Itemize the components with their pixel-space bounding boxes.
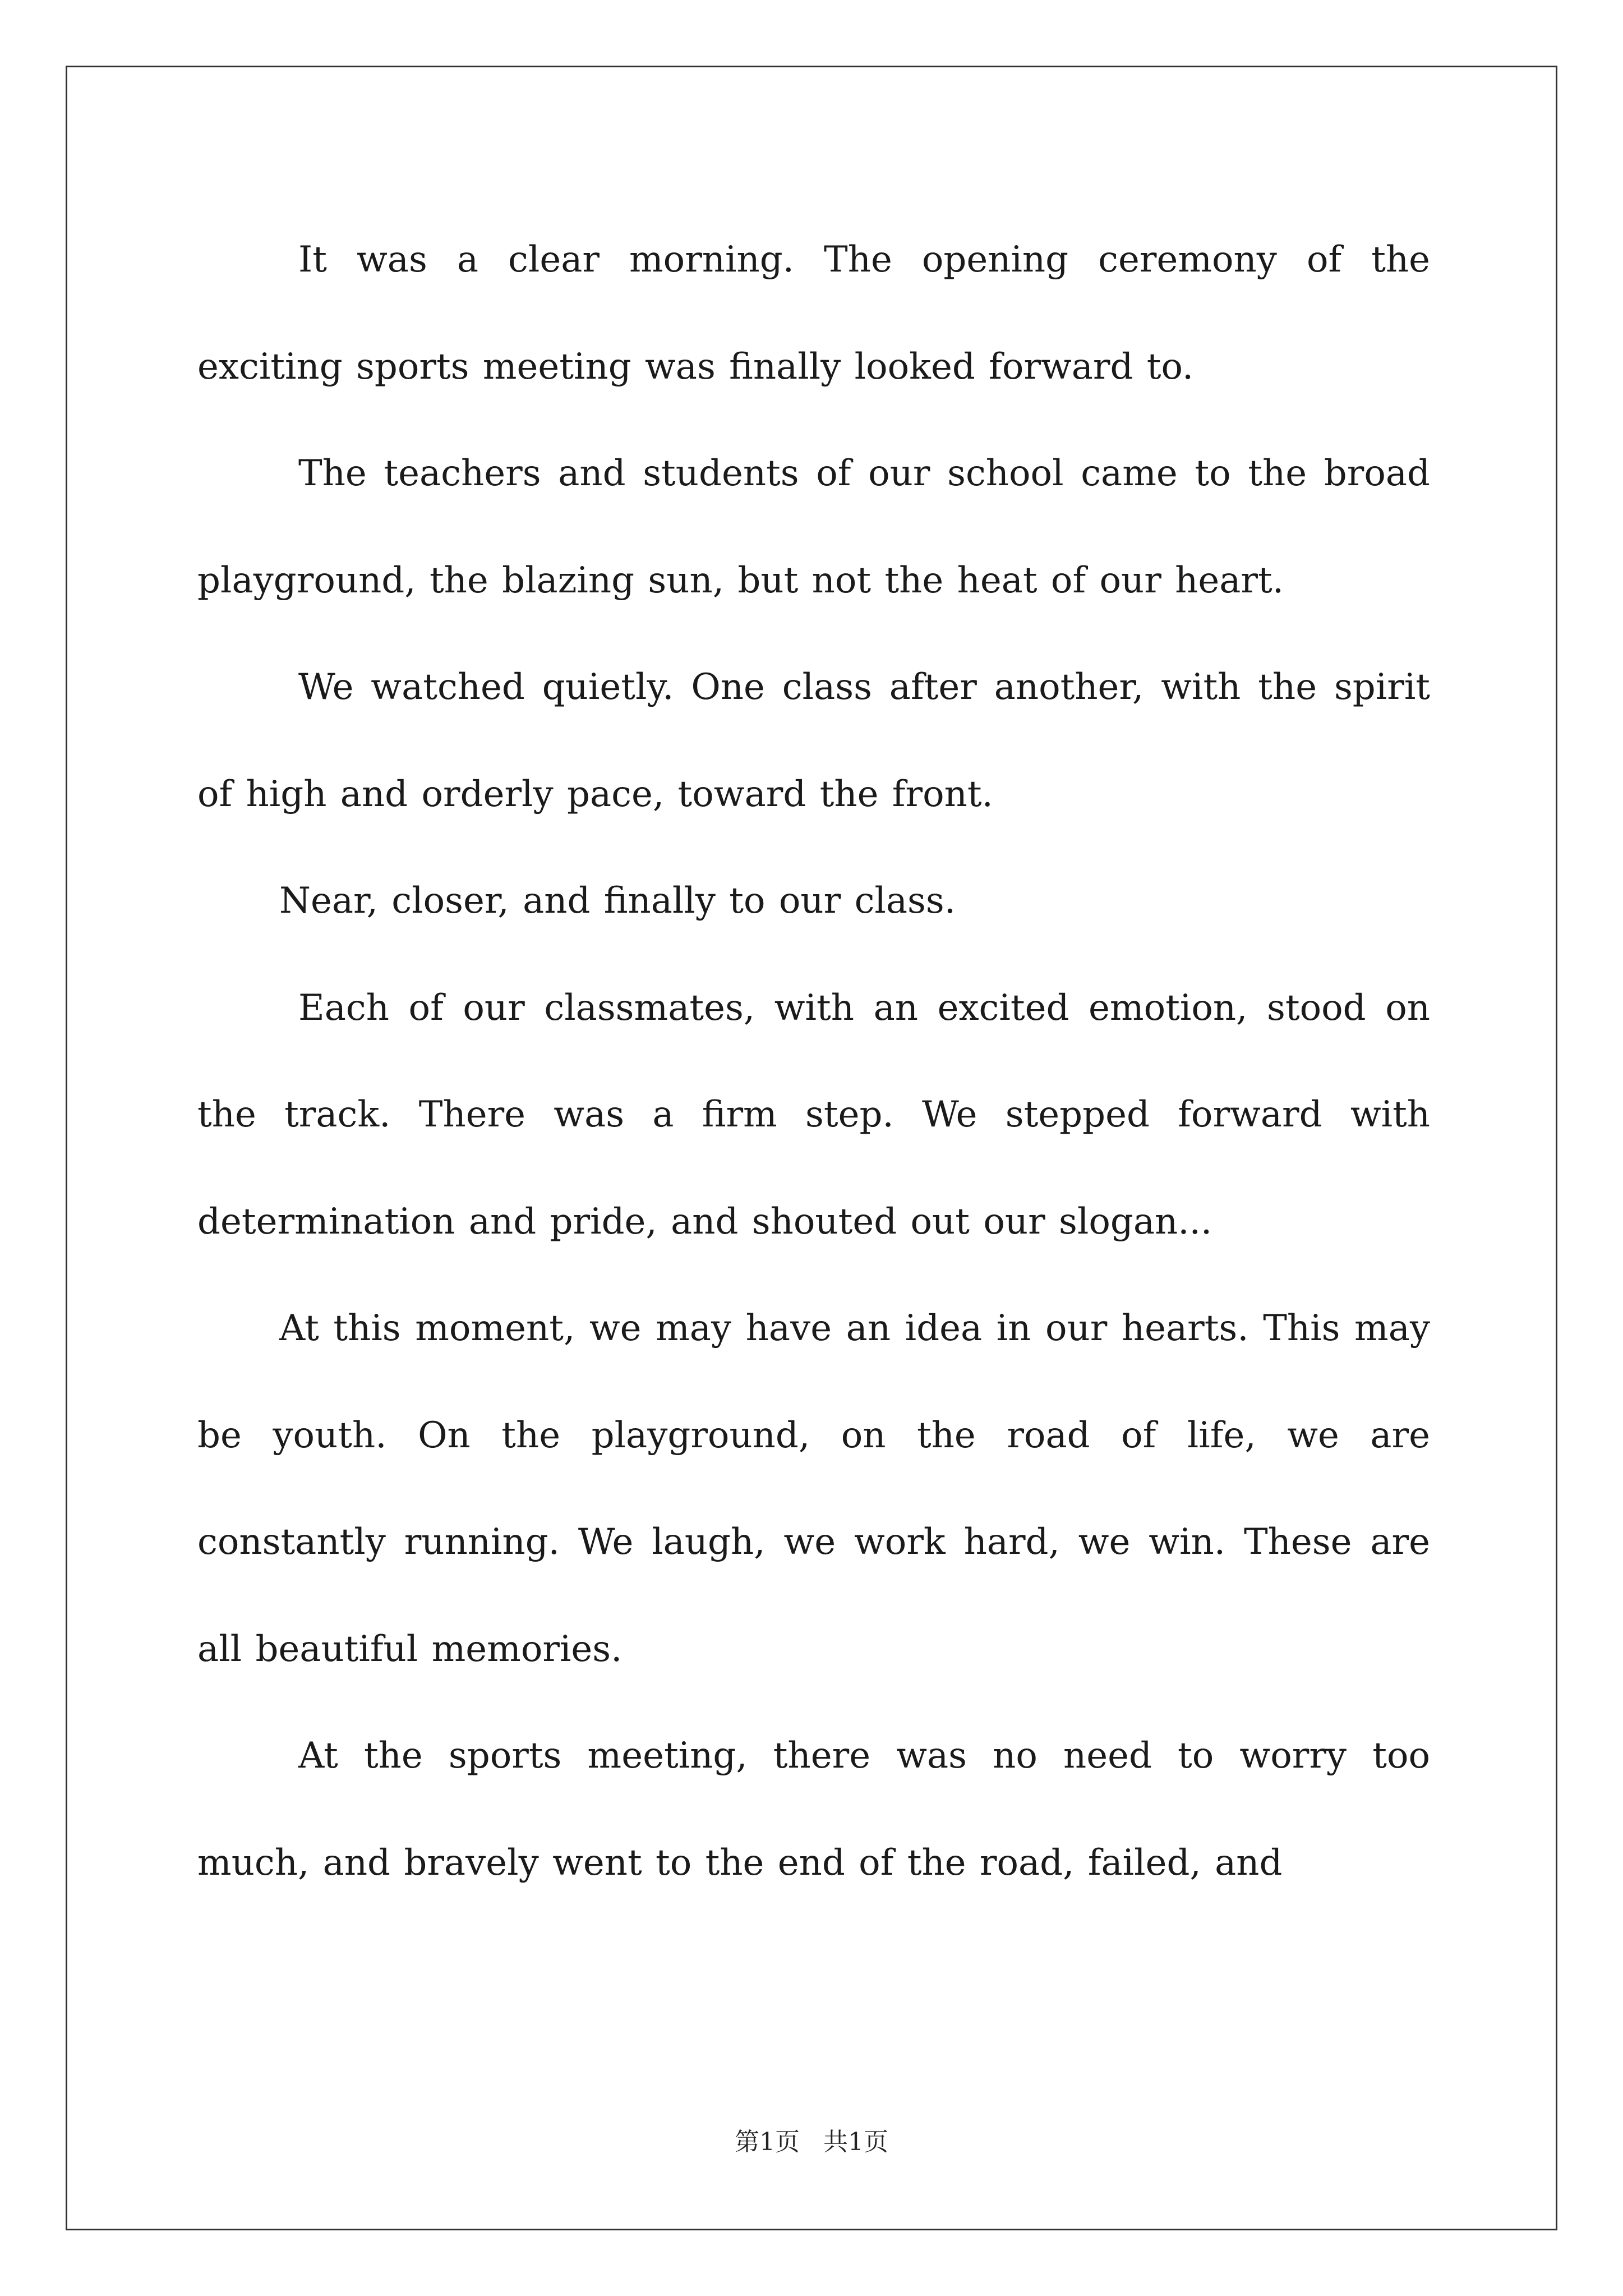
document-body (197, 206, 1430, 1916)
paragraph-6: At this moment, we may have an idea in our hearts. This may be youth. On the playground, on the road of life, we are constantly running. We laugh, we work hard, we win. These are all beautiful memories. (197, 1308, 1430, 1670)
paragraph-3: We watched quietly. One class after another, with the spirit of high and orderly pace, toward the front. (197, 666, 1430, 815)
paragraph-5: Each of our classmates, with an excited emotion, stood on the track. There was a firm step. We stepped forward with determination and pride, and shouted out our slogan... (197, 987, 1430, 1243)
paragraph-7: At the sports meeting, there was no need to worry too much, and bravely went to the end of the road, failed, and (197, 1735, 1430, 1884)
paragraph-4: Near, closer, and finally to our class. (279, 880, 956, 922)
page-total: 共1页 (823, 2128, 888, 2156)
paragraph-1: It was a clear morning. The opening ceremony of the exciting sports meeting was finally looked forward to. (197, 239, 1430, 388)
page-number: 第1页 (735, 2128, 800, 2156)
page-footer (0, 2122, 1623, 2157)
paragraph-2: The teachers and students of our school came to the broad playground, the blazing sun, but not the heat of our heart. (197, 453, 1430, 601)
